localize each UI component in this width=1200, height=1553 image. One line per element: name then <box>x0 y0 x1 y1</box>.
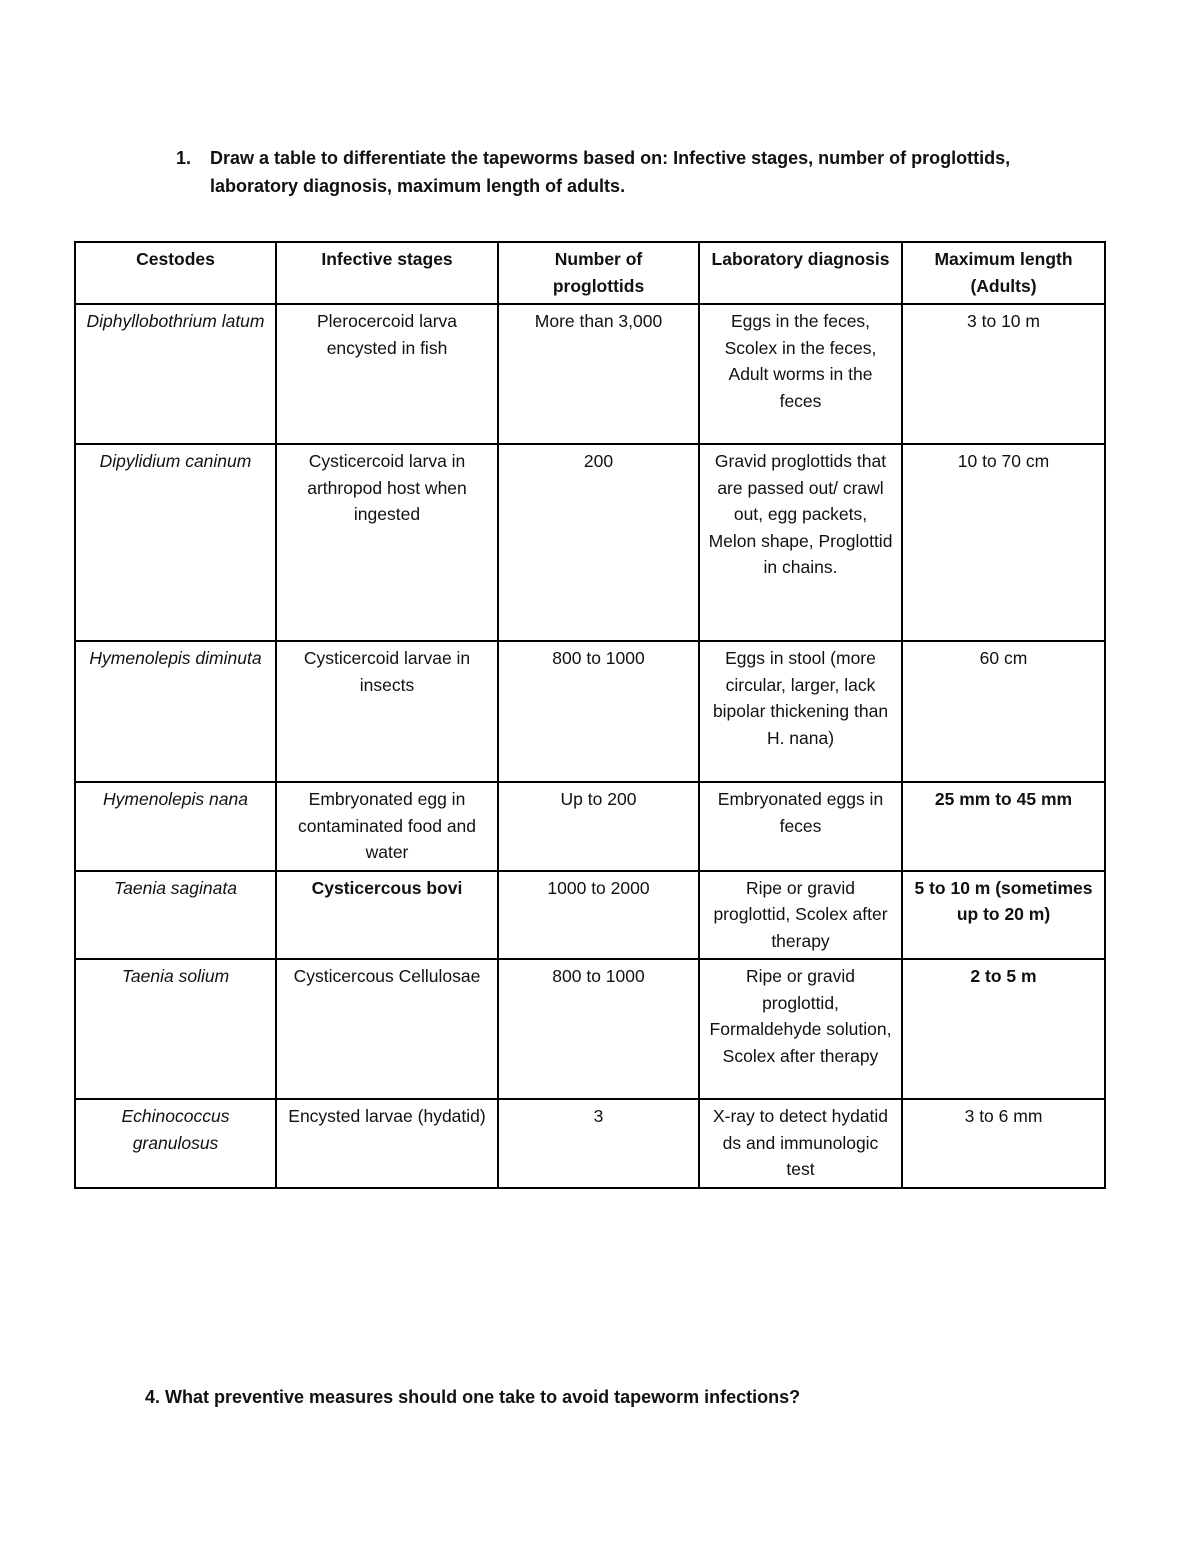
maximum-length: 10 to 70 cm <box>902 444 1105 641</box>
cestode-name: Taenia solium <box>75 959 276 1099</box>
table-row <box>75 641 1105 782</box>
infective-stage: Cysticercous Cellulosae <box>276 959 498 1099</box>
maximum-length: 2 to 5 m <box>902 959 1105 1099</box>
infective-stage: Plerocercoid larva encysted in fish <box>276 304 498 444</box>
question-1 <box>176 144 1076 200</box>
infective-stage: Encysted larvae (hydatid) <box>276 1099 498 1188</box>
proglottid-count: Up to 200 <box>498 782 699 871</box>
infective-stage: Cysticercoid larvae in insects <box>276 641 498 782</box>
table-row <box>75 1099 1105 1188</box>
table-row <box>75 871 1105 960</box>
header-maximum-length: Maximum length (Adults) <box>902 242 1105 304</box>
laboratory-diagnosis: Ripe or gravid proglottid, Formaldehyde solution, Scolex after therapy <box>699 959 902 1099</box>
maximum-length: 25 mm to 45 mm <box>902 782 1105 871</box>
infective-stage: Embryonated egg in contaminated food and water <box>276 782 498 871</box>
infective-stage: Cysticercous bovi <box>276 871 498 960</box>
proglottid-count: 200 <box>498 444 699 641</box>
header-laboratory-diagnosis: Laboratory diagnosis <box>699 242 902 304</box>
question-1-text: Draw a table to differentiate the tapeworms based on: Infective stages, number of proglottids, laboratory diagnosis, maximum length of adults. <box>210 148 1011 196</box>
proglottid-count: 3 <box>498 1099 699 1188</box>
cestode-name: Echinococcus granulosus <box>75 1099 276 1188</box>
cestode-name: Hymenolepis nana <box>75 782 276 871</box>
cestode-name: Taenia saginata <box>75 871 276 960</box>
maximum-length: 3 to 10 m <box>902 304 1105 444</box>
laboratory-diagnosis: Ripe or gravid proglottid, Scolex after therapy <box>699 871 902 960</box>
tapeworm-table <box>74 241 1106 1189</box>
maximum-length: 5 to 10 m (sometimes up to 20 m) <box>902 871 1105 960</box>
proglottid-count: More than 3,000 <box>498 304 699 444</box>
table-row <box>75 782 1105 871</box>
laboratory-diagnosis: Embryonated eggs in feces <box>699 782 902 871</box>
table-row <box>75 304 1105 444</box>
table-row <box>75 959 1105 1099</box>
header-infective-stages: Infective stages <box>276 242 498 304</box>
table-row <box>75 444 1105 641</box>
laboratory-diagnosis: Eggs in the feces, Scolex in the feces, Adult worms in the feces <box>699 304 902 444</box>
question-4: 4. What preventive measures should one take to avoid tapeworm infections? <box>145 1387 801 1407</box>
proglottid-count: 800 to 1000 <box>498 959 699 1099</box>
proglottid-count: 1000 to 2000 <box>498 871 699 960</box>
cestode-name: Dipylidium caninum <box>75 444 276 641</box>
laboratory-diagnosis: Gravid proglottids that are passed out/ crawl out, egg packets, Melon shape, Proglottid in chains. <box>699 444 902 641</box>
question-1-number: 1. <box>176 148 192 168</box>
laboratory-diagnosis: Eggs in stool (more circular, larger, lack bipolar thickening than H. nana) <box>699 641 902 782</box>
cestode-name: Hymenolepis diminuta <box>75 641 276 782</box>
header-number-of-proglottids: Number of proglottids <box>498 242 699 304</box>
proglottid-count: 800 to 1000 <box>498 641 699 782</box>
infective-stage: Cysticercoid larva in arthropod host when ingested <box>276 444 498 641</box>
maximum-length: 3 to 6 mm <box>902 1099 1105 1188</box>
header-cestodes: Cestodes <box>75 242 276 304</box>
laboratory-diagnosis: X-ray to detect hydatid ds and immunologic test <box>699 1099 902 1188</box>
table-header-row <box>75 242 1105 304</box>
maximum-length: 60 cm <box>902 641 1105 782</box>
cestode-name: Diphyllobothrium latum <box>75 304 276 444</box>
